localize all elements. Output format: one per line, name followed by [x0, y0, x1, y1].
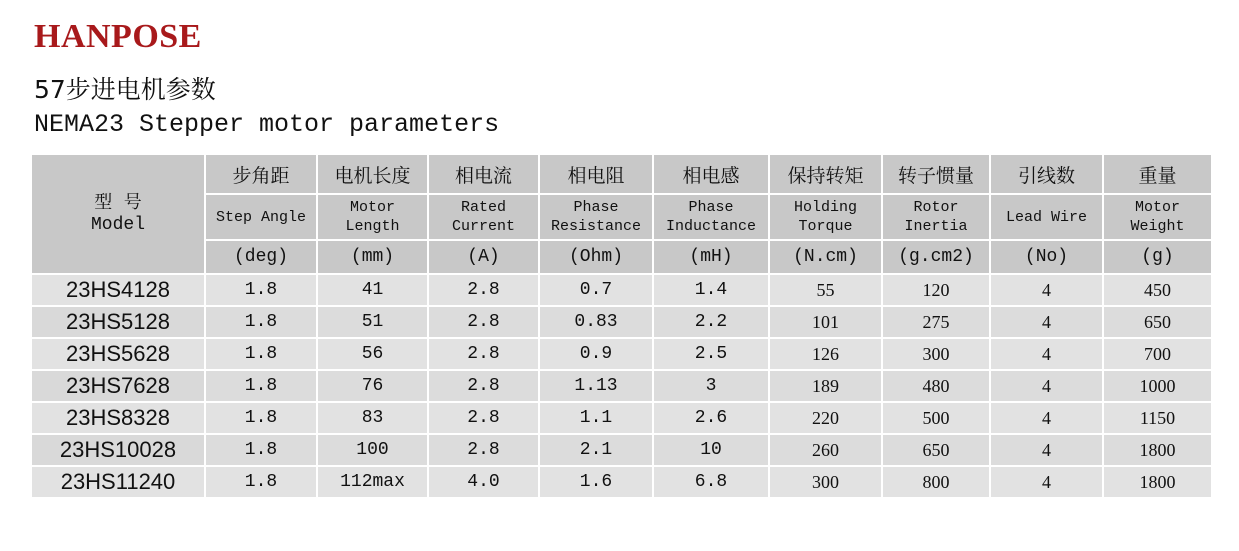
- value-cell: 2.8: [428, 434, 539, 466]
- value-cell: 55: [769, 274, 882, 306]
- col-header-unit: (Ohm): [539, 240, 653, 274]
- value-cell: 300: [769, 466, 882, 498]
- col-header-en-line2: Inductance: [665, 218, 756, 235]
- value-cell: 0.9: [539, 338, 653, 370]
- value-cell: 101: [769, 306, 882, 338]
- col-header-cn: 重量: [1103, 154, 1212, 194]
- value-cell: 4: [990, 402, 1103, 434]
- page-title-chinese: 57步进电机参数: [34, 75, 216, 104]
- value-cell: 2.8: [428, 338, 539, 370]
- col-header-en-line1: Rotor: [913, 199, 959, 216]
- col-header-en-line1: Holding: [793, 199, 857, 216]
- header-row-english: [31, 194, 1212, 240]
- model-cell: 23HS5628: [31, 338, 205, 370]
- col-header-en-line2: Length: [345, 218, 400, 235]
- value-cell: 189: [769, 370, 882, 402]
- header-row-chinese: [31, 154, 1212, 194]
- model-cell: 23HS4128: [31, 274, 205, 306]
- value-cell: 41: [317, 274, 428, 306]
- value-cell: 2.5: [653, 338, 769, 370]
- value-cell: 480: [882, 370, 990, 402]
- value-cell: 1.4: [653, 274, 769, 306]
- col-header-unit: (mH): [653, 240, 769, 274]
- model-cell: 23HS8328: [31, 402, 205, 434]
- motor-parameters-table: [30, 153, 1213, 499]
- col-header-unit: (No): [990, 240, 1103, 274]
- value-cell: 2.8: [428, 370, 539, 402]
- col-header-cn: 步角距: [205, 154, 317, 194]
- table-row: [31, 338, 1212, 370]
- col-header-cn: 转子惯量: [882, 154, 990, 194]
- col-header-unit: (N.cm): [769, 240, 882, 274]
- col-header-unit: (A): [428, 240, 539, 274]
- col-header-cn: 相电流: [428, 154, 539, 194]
- col-header-en: [653, 194, 769, 240]
- model-cell: 23HS11240: [31, 466, 205, 498]
- model-header-cn: 型 号: [94, 192, 142, 213]
- col-header-en-line1: Phase: [688, 199, 734, 216]
- table-row: [31, 466, 1212, 498]
- value-cell: 6.8: [653, 466, 769, 498]
- col-header-en-line2: Torque: [798, 218, 853, 235]
- col-header-en-line1: Motor: [349, 199, 395, 216]
- value-cell: 4: [990, 434, 1103, 466]
- value-cell: 275: [882, 306, 990, 338]
- value-cell: 126: [769, 338, 882, 370]
- table-body: [31, 154, 1212, 498]
- value-cell: 650: [882, 434, 990, 466]
- value-cell: 83: [317, 402, 428, 434]
- value-cell: 120: [882, 274, 990, 306]
- value-cell: 2.8: [428, 402, 539, 434]
- value-cell: 4: [990, 338, 1103, 370]
- value-cell: 56: [317, 338, 428, 370]
- value-cell: 260: [769, 434, 882, 466]
- model-cell: 23HS10028: [31, 434, 205, 466]
- value-cell: 4.0: [428, 466, 539, 498]
- table-row: [31, 402, 1212, 434]
- model-header-en: Model: [90, 215, 145, 235]
- value-cell: 2.1: [539, 434, 653, 466]
- value-cell: 300: [882, 338, 990, 370]
- col-header-en-line1: Step Angle: [215, 208, 306, 226]
- value-cell: 100: [317, 434, 428, 466]
- col-header-unit: (g.cm2): [882, 240, 990, 274]
- col-header-en: [990, 194, 1103, 240]
- value-cell: 1.8: [205, 466, 317, 498]
- col-header-en-line2: Resistance: [550, 218, 641, 235]
- col-header-en-line2: Inertia: [904, 218, 968, 235]
- col-header-en: [882, 194, 990, 240]
- page-title-english: NEMA23 Stepper motor parameters: [34, 110, 500, 139]
- table-row: [31, 434, 1212, 466]
- value-cell: 3: [653, 370, 769, 402]
- value-cell: 1.1: [539, 402, 653, 434]
- value-cell: 1800: [1103, 466, 1212, 498]
- col-header-en-line2: Weight: [1130, 218, 1185, 235]
- value-cell: 4: [990, 306, 1103, 338]
- col-header-en: [539, 194, 653, 240]
- value-cell: 1150: [1103, 402, 1212, 434]
- col-header-en: [1103, 194, 1212, 240]
- table-row: [31, 370, 1212, 402]
- model-cell: 23HS5128: [31, 306, 205, 338]
- value-cell: 1.8: [205, 370, 317, 402]
- value-cell: 4: [990, 370, 1103, 402]
- value-cell: 4: [990, 274, 1103, 306]
- col-header-en-line1: Phase: [573, 199, 619, 216]
- col-header-cn: 保持转矩: [769, 154, 882, 194]
- value-cell: 1.8: [205, 306, 317, 338]
- value-cell: 0.83: [539, 306, 653, 338]
- col-header-cn: 相电感: [653, 154, 769, 194]
- value-cell: 650: [1103, 306, 1212, 338]
- col-header-cn: 相电阻: [539, 154, 653, 194]
- value-cell: 0.7: [539, 274, 653, 306]
- value-cell: 1800: [1103, 434, 1212, 466]
- value-cell: 1000: [1103, 370, 1212, 402]
- header-row-units: [31, 240, 1212, 274]
- col-header-en: [428, 194, 539, 240]
- col-header-en-line1: Rated: [460, 199, 506, 216]
- col-header-cn: 电机长度: [317, 154, 428, 194]
- col-header-unit: (deg): [205, 240, 317, 274]
- col-header-en: [205, 194, 317, 240]
- model-cell: 23HS7628: [31, 370, 205, 402]
- value-cell: 500: [882, 402, 990, 434]
- col-header-en-line1: Lead Wire: [1005, 208, 1087, 226]
- value-cell: 1.8: [205, 338, 317, 370]
- value-cell: 51: [317, 306, 428, 338]
- value-cell: 1.13: [539, 370, 653, 402]
- col-header-unit: (mm): [317, 240, 428, 274]
- value-cell: 2.8: [428, 274, 539, 306]
- col-header-en: [317, 194, 428, 240]
- value-cell: 1.8: [205, 434, 317, 466]
- value-cell: 112max: [317, 466, 428, 498]
- col-header-en: [769, 194, 882, 240]
- model-header: [31, 154, 205, 274]
- col-header-unit: (g): [1103, 240, 1212, 274]
- col-header-cn: 引线数: [990, 154, 1103, 194]
- value-cell: 450: [1103, 274, 1212, 306]
- value-cell: 10: [653, 434, 769, 466]
- col-header-en-line2: Current: [451, 218, 515, 235]
- col-header-en-line1: Motor: [1134, 199, 1180, 216]
- value-cell: 220: [769, 402, 882, 434]
- brand-logo-text: HANPOSE: [34, 18, 202, 55]
- value-cell: 76: [317, 370, 428, 402]
- value-cell: 700: [1103, 338, 1212, 370]
- value-cell: 4: [990, 466, 1103, 498]
- value-cell: 2.2: [653, 306, 769, 338]
- value-cell: 1.8: [205, 402, 317, 434]
- table-row: [31, 306, 1212, 338]
- value-cell: 1.8: [205, 274, 317, 306]
- value-cell: 1.6: [539, 466, 653, 498]
- value-cell: 800: [882, 466, 990, 498]
- value-cell: 2.8: [428, 306, 539, 338]
- table-row: [31, 274, 1212, 306]
- value-cell: 2.6: [653, 402, 769, 434]
